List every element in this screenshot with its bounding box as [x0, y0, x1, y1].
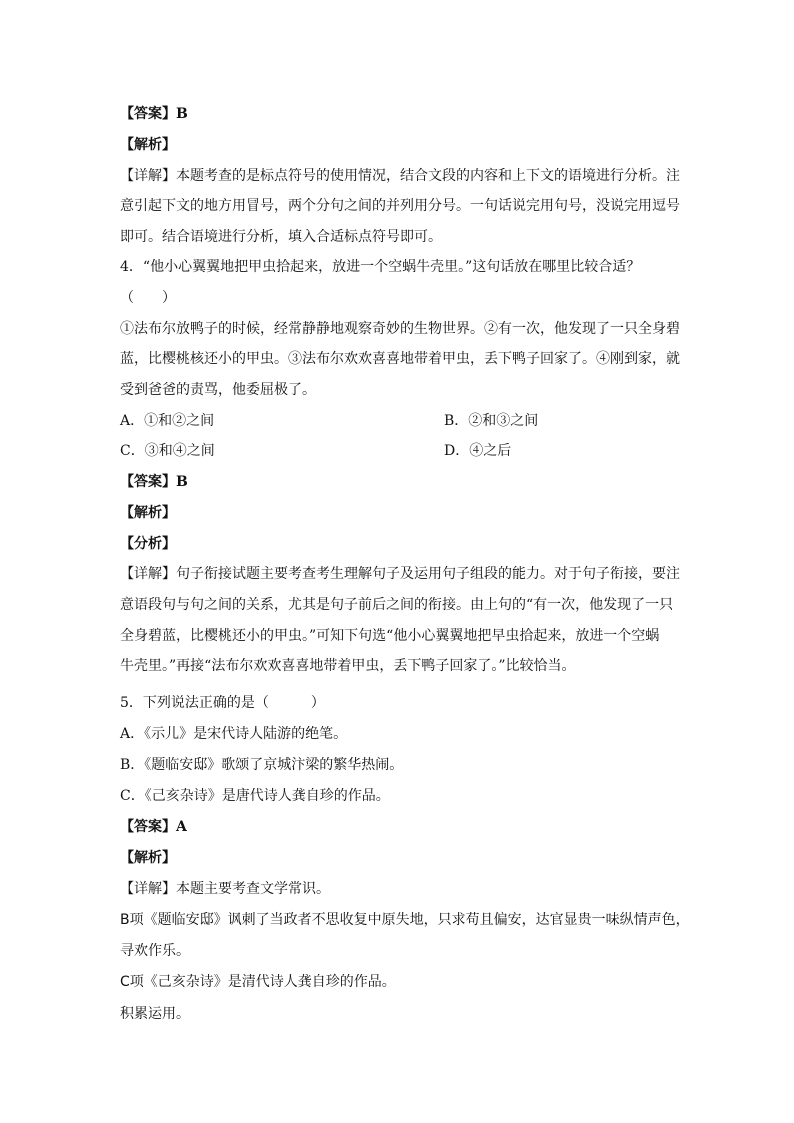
q4-option-c: C．③和④之间 — [120, 443, 215, 459]
q4-stem-line-2: （ ） — [120, 290, 176, 306]
q3-detail-line-2: 意引起下文的地方用冒号，两个分句之间的并列用分号。一句话说完用句号，没说完用逗号 — [120, 198, 680, 214]
q5-stem: 5．下列说法正确的是（ ） — [120, 695, 325, 711]
q4-detail-line-4: 牛壳里。”再接“法布尔欢欢喜喜地带着甲虫，丢下鸭子回家了。”比较恰当。 — [120, 658, 576, 674]
q4-detail-line-1: 【详解】句子衔接试题主要考查考生理解句子及运用句子组段的能力。对于句子衔接，要注 — [120, 566, 680, 582]
q3-detail-line-1: 【详解】本题考查的是标点符号的使用情况，结合文段的内容和上下文的语境进行分析。注 — [120, 168, 680, 184]
q4-answer: 【答案】B — [120, 474, 188, 490]
q3-detail-line-3: 即可。结合语境进行分析，填入合适标点符号即可。 — [120, 229, 442, 245]
q3-analysis-heading: 【解析】 — [120, 137, 176, 153]
q4-stem-line-1: 4．“他小心翼翼地把甲虫拾起来，放进一个空蜗牛壳里。”这句话放在哪里比较合适？ — [120, 259, 641, 275]
q5-detail-line-2: B项《题临安邸》讽刺了当政者不思收复中原失地，只求苟且偏安，达官显贵一味纵情声色， — [120, 912, 690, 928]
q4-detail-line-2: 意语段句与句之间的关系，尤其是句子前后之间的衔接。由上句的“有一次，他发现了一只 — [120, 597, 674, 613]
q5-detail-line-5: 积累运用。 — [120, 1006, 190, 1022]
q4-passage-line-2: 蓝，比樱桃核还小的甲虫。③法布尔欢欢喜喜地带着甲虫，丢下鸭子回家了。④刚到家，就 — [120, 351, 680, 367]
q4-passage-line-3: 受到爸爸的责骂，他委屈极了。 — [120, 382, 316, 398]
q4-fenxi-heading: 【分析】 — [120, 536, 176, 552]
q4-detail-line-3: 全身碧蓝，比樱桃还小的甲虫。”可知下句选“他小心翼翼地把早虫拾起来，放进一个空蜗 — [120, 628, 660, 644]
q5-answer: 【答案】A — [120, 819, 187, 835]
q4-option-a: A．①和②之间 — [120, 413, 215, 429]
q5-detail-line-3: 寻欢作乐。 — [120, 943, 190, 959]
q5-option-a: A．《示儿》是宋代诗人陆游的绝笔。 — [120, 726, 348, 742]
q4-option-b: B．②和③之间 — [444, 413, 539, 429]
q4-passage-line-1: ①法布尔放鸭子的时候，经常静静地观察奇妙的生物世界。②有一次，他发现了一只全身碧 — [120, 321, 680, 337]
q5-detail-line-4: C项《己亥杂诗》是清代诗人龚自珍的作品。 — [120, 974, 396, 990]
q5-option-c: C．《己亥杂诗》是唐代诗人龚自珍的作品。 — [120, 788, 390, 804]
q5-option-b: B．《题临安邸》歌颂了京城汴梁的繁华热闹。 — [120, 757, 404, 773]
q5-detail-line-1: 【详解】本题主要考查文学常识。 — [120, 881, 330, 897]
q4-option-d: D．④之后 — [444, 443, 512, 459]
q4-analysis-heading: 【解析】 — [120, 505, 176, 521]
q5-analysis-heading: 【解析】 — [120, 850, 176, 866]
q3-answer: 【答案】B — [120, 106, 188, 122]
